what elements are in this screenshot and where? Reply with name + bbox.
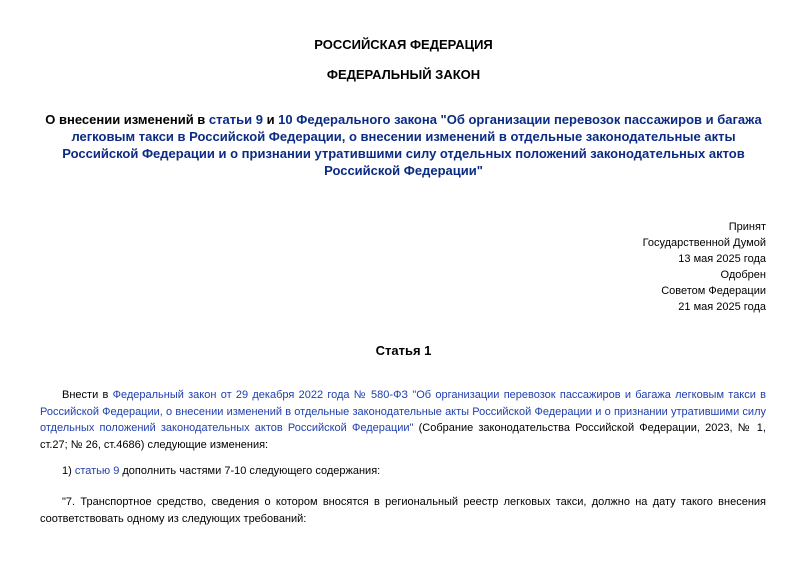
law-title — [40, 111, 767, 179]
title-text-3[interactable]: Федерального закона "Об организации перевозок пассажиров и багажа легковым такси в Российской Федерации, о внесении изменений в отдельные законодательные акты Российской Федерации и о признании утратившими силу отдельных положений законодательных актов Российской Федерации" — [62, 112, 762, 178]
article-paragraph-3: "7. Транспортное средство, сведения о котором вносятся в региональный реестр легковых такси, должно на дату такого внесения соответствовать одному из следующих требований: — [40, 496, 766, 525]
adoption-info — [643, 219, 766, 315]
paragraph-text: Внести в — [62, 389, 113, 401]
federal-law-link[interactable]: Федеральный закон от 29 декабря 2022 года № 580-ФЗ "Об организации перевозок пассажиров и багажа легковым такси в Российской Федерации, о внесении изменений в отдельные законодательные акты Российской Федерации и о признании утратившими силу отдельных положений законодательных актов Российской Федерации" — [40, 389, 766, 434]
article-heading: Статья 1 — [375, 343, 432, 358]
title-text-1: О внесении изменений в — [45, 112, 209, 127]
adoption-line: Советом Федерации — [661, 285, 766, 297]
adoption-line: Принят — [728, 221, 766, 233]
paragraph-text: дополнить частями 7-10 следующего содержания: — [119, 465, 381, 477]
paragraph-text: (Собрание законодательства Российской Федерации, 2023, № 1, ст.27; № 26, ст.4686) следующие изменения: — [40, 422, 766, 451]
article-paragraph-1 — [40, 387, 766, 453]
paragraph-text: 1) — [62, 465, 75, 477]
title-text-2: и — [262, 112, 279, 127]
country-heading: РОССИЙСКАЯ ФЕДЕРАЦИЯ — [314, 37, 493, 52]
article-paragraph-2 — [40, 463, 766, 480]
article-9-link[interactable]: статью 9 — [74, 465, 120, 477]
adoption-line: Государственной Думой — [642, 237, 766, 249]
adoption-line: Одобрен — [720, 269, 766, 281]
adoption-line: 21 мая 2025 года — [678, 301, 766, 313]
law-type-heading: ФЕДЕРАЛЬНЫЙ ЗАКОН — [326, 67, 481, 82]
title-link-article-9[interactable]: статьи 9 — [208, 112, 263, 127]
title-link-article-10[interactable]: 10 — [278, 112, 293, 127]
adoption-line: 13 мая 2025 года — [678, 253, 766, 265]
